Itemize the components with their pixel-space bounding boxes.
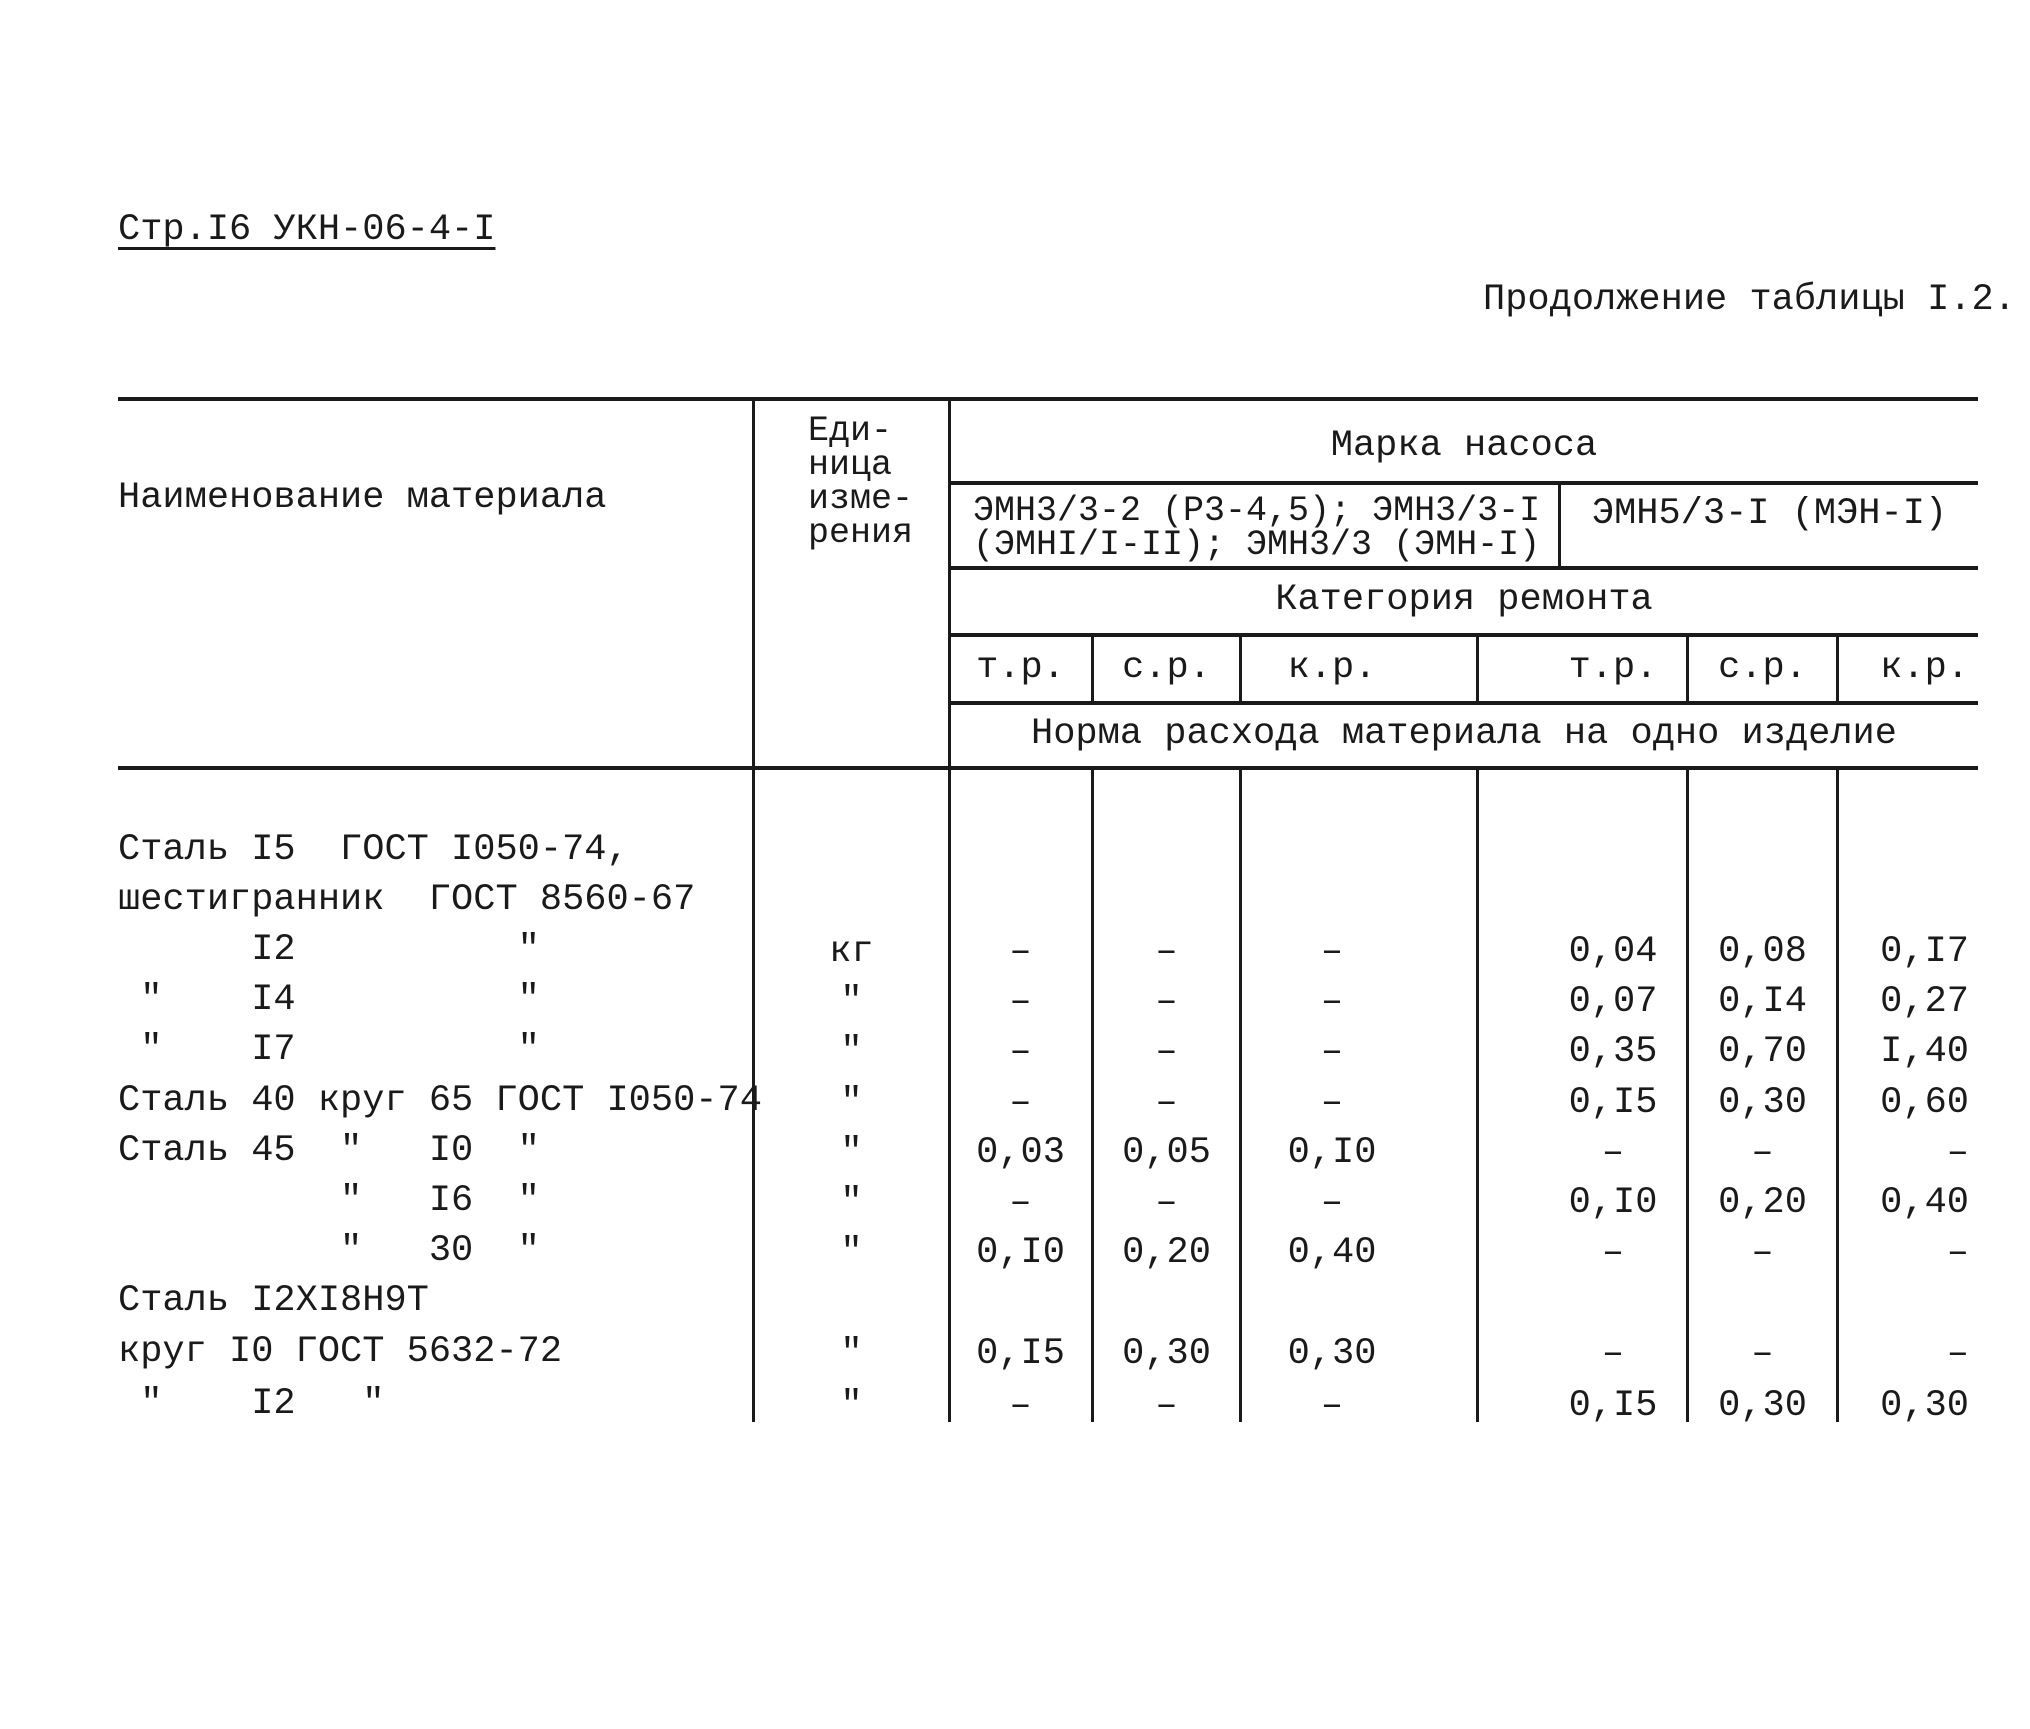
row-8-material-name: " 30 ": [118, 1230, 540, 1272]
header-pump-brand: Марка насоса: [1330, 425, 1598, 467]
row-6-value-5: –: [1946, 1132, 1969, 1174]
row-11-value-0: –: [1009, 1385, 1032, 1427]
row-5-unit: ": [840, 1082, 863, 1124]
row-3-value-1: –: [1155, 981, 1178, 1023]
row-3-value-5: 0,27: [1880, 981, 1969, 1023]
row-7-material-name: " I6 ": [118, 1180, 540, 1222]
row-6-material-name: Сталь 45 " I0 ": [118, 1130, 540, 1172]
row-5-material-name: Сталь 40 круг 65 ГОСТ I050-74: [118, 1080, 762, 1122]
row-2-unit: кг: [829, 931, 874, 973]
row-8-value-0: 0,I0: [976, 1232, 1065, 1274]
row-2-value-4: 0,08: [1718, 931, 1807, 973]
row-2-value-1: –: [1155, 931, 1178, 973]
row-10-value-4: –: [1751, 1333, 1774, 1375]
row-6-value-0: 0,03: [976, 1132, 1065, 1174]
header-repair-category: Категория ремонта: [1275, 579, 1653, 621]
row-9-material-name: Сталь I2XI8H9T: [118, 1280, 429, 1322]
row-3-value-2: –: [1320, 981, 1344, 1023]
row-5-value-4: 0,30: [1718, 1082, 1807, 1124]
row-4-value-2: –: [1320, 1031, 1344, 1073]
row-5-value-2: –: [1320, 1082, 1344, 1124]
row-8-value-3: –: [1601, 1232, 1625, 1274]
row-4-unit: ": [840, 1031, 863, 1073]
row-6-value-2: 0,I0: [1287, 1132, 1377, 1174]
row-10-material-name: круг I0 ГОСТ 5632-72: [118, 1331, 563, 1373]
header-group1-line2: (ЭМНI/I-II); ЭМН3/3 (ЭМН-I): [973, 525, 1541, 565]
row-8-value-4: –: [1751, 1232, 1774, 1274]
table-caption: Продолжение таблицы I.2.: [1483, 279, 2016, 321]
row-6-unit: ": [840, 1132, 863, 1174]
header-unit-2: ница: [808, 445, 893, 485]
row-2-value-5: 0,I7: [1880, 931, 1969, 973]
row-5-value-1: –: [1155, 1082, 1178, 1124]
col-header-tr2: т.р.: [1568, 647, 1658, 689]
row-7-unit: ": [840, 1182, 863, 1224]
header-unit-4: рения: [808, 513, 914, 553]
row-3-value-0: –: [1009, 981, 1032, 1023]
header-unit-3: изме-: [808, 479, 914, 519]
row-10-value-2: 0,30: [1287, 1333, 1377, 1375]
header-bottom-rule: [118, 766, 1978, 770]
row-10-unit: ": [840, 1333, 863, 1375]
col-header-kr1: к.р.: [1287, 647, 1377, 689]
row-5-value-5: 0,60: [1880, 1082, 1969, 1124]
row-5-value-3: 0,I5: [1568, 1082, 1658, 1124]
page-header: Стр.I6 УКН-06-4-I: [118, 209, 496, 251]
row-8-value-5: –: [1946, 1232, 1969, 1274]
rule-under-brand: [950, 481, 1978, 485]
row-4-material-name: " I7 ": [118, 1029, 540, 1071]
vrule-c3: [1476, 633, 1479, 703]
row-0-material-name: Сталь I5 ГОСТ I050-74,: [118, 829, 629, 871]
row-4-value-4: 0,70: [1718, 1031, 1807, 1073]
row-7-value-3: 0,I0: [1568, 1182, 1658, 1224]
table-top-rule: [118, 397, 1978, 401]
row-5-value-0: –: [1009, 1082, 1032, 1124]
row-4-value-5: I,40: [1880, 1031, 1969, 1073]
row-10-value-1: 0,30: [1122, 1333, 1211, 1375]
row-7-value-5: 0,40: [1880, 1182, 1969, 1224]
rule-under-groups: [950, 566, 1978, 570]
col-header-sr2: с.р.: [1718, 647, 1807, 689]
row-10-value-3: –: [1601, 1333, 1625, 1375]
header-norm: Норма расхода материала на одно изделие: [1031, 713, 1897, 755]
row-3-material-name: " I4 ": [118, 979, 540, 1021]
row-11-value-5: 0,30: [1880, 1385, 1969, 1427]
row-11-value-3: 0,I5: [1568, 1385, 1658, 1427]
row-7-value-1: –: [1155, 1182, 1178, 1224]
row-1-material-name: шестигранник ГОСТ 8560-67: [118, 879, 696, 921]
row-8-value-1: 0,20: [1122, 1232, 1211, 1274]
row-10-value-5: –: [1946, 1333, 1969, 1375]
row-2-value-2: –: [1320, 931, 1344, 973]
row-3-value-4: 0,I4: [1718, 981, 1807, 1023]
row-8-unit: ": [840, 1232, 863, 1274]
row-6-value-4: –: [1751, 1132, 1774, 1174]
row-4-value-3: 0,35: [1568, 1031, 1658, 1073]
vrule-b3: [1476, 768, 1479, 1422]
col-header-kr2: к.р.: [1880, 647, 1969, 689]
header-unit-1: Еди-: [808, 411, 893, 451]
row-3-unit: ": [840, 981, 863, 1023]
row-6-value-1: 0,05: [1122, 1132, 1211, 1174]
rule-under-cols: [950, 701, 1978, 705]
header-name: Наименование материала: [118, 477, 607, 519]
row-7-value-0: –: [1009, 1182, 1032, 1224]
row-4-value-0: –: [1009, 1031, 1032, 1073]
col-header-sr1: с.р.: [1122, 647, 1211, 689]
row-2-value-3: 0,04: [1568, 931, 1658, 973]
row-11-value-4: 0,30: [1718, 1385, 1807, 1427]
row-11-unit: ": [840, 1385, 863, 1427]
row-6-value-3: –: [1601, 1132, 1625, 1174]
row-8-value-2: 0,40: [1287, 1232, 1377, 1274]
row-11-material-name: " I2 ": [118, 1383, 385, 1425]
row-11-value-1: –: [1155, 1385, 1178, 1427]
row-10-value-0: 0,I5: [976, 1333, 1065, 1375]
row-11-value-2: –: [1320, 1385, 1344, 1427]
row-2-material-name: I2 ": [118, 929, 540, 971]
row-4-value-1: –: [1155, 1031, 1178, 1073]
row-3-value-3: 0,07: [1568, 981, 1658, 1023]
col-header-tr1: т.р.: [976, 647, 1065, 689]
header-group1-line1: ЭМН3/3-2 (Р3-4,5); ЭМН3/3-I: [973, 491, 1541, 531]
row-7-value-4: 0,20: [1718, 1182, 1807, 1224]
rule-under-category: [950, 633, 1978, 637]
row-2-value-0: –: [1009, 931, 1032, 973]
row-7-value-2: –: [1320, 1182, 1344, 1224]
header-group2: ЭМН5/3-I (МЭН-I): [1591, 493, 1948, 535]
